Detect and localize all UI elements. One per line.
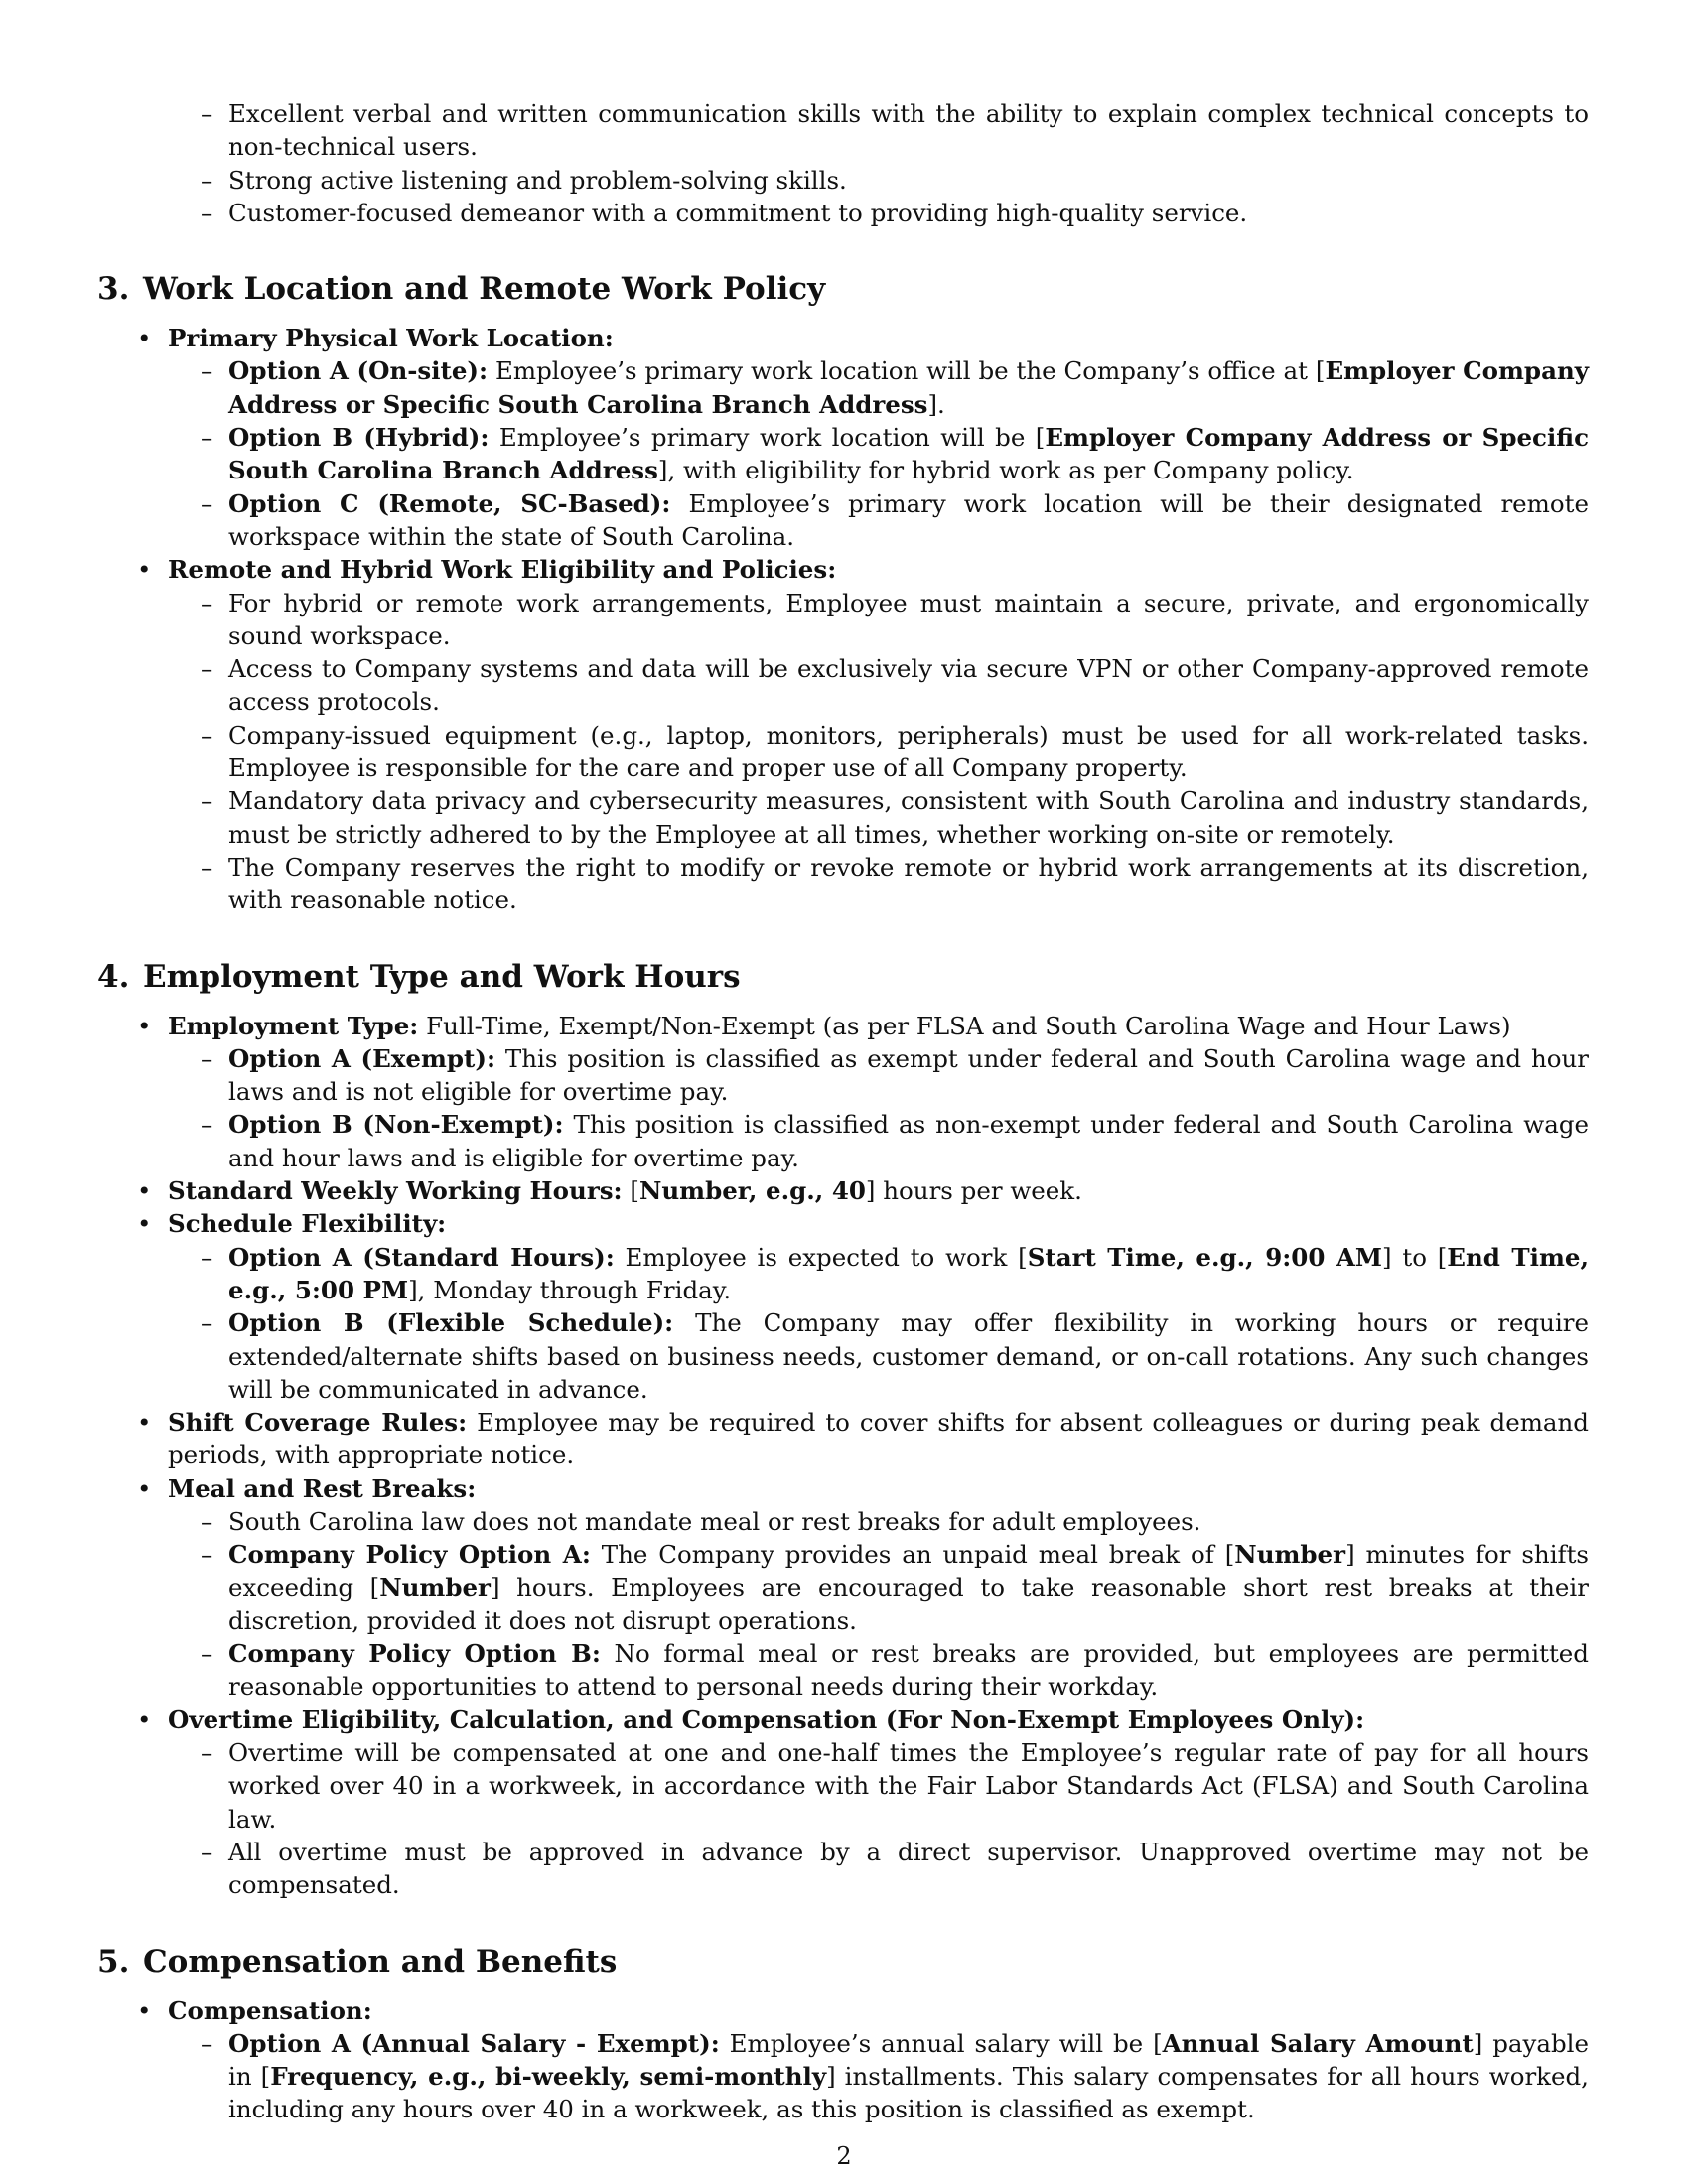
list-item xyxy=(168,487,1589,554)
page-number: 2 xyxy=(836,2142,852,2170)
item-label: Shift Coverage Rules: xyxy=(168,1408,468,1437)
placeholder-text: Start Time, e.g., 9:00 AM xyxy=(1027,1242,1383,1272)
placeholder-text: Number xyxy=(1234,1540,1346,1570)
sub-list xyxy=(168,587,1589,917)
option-text-end: ], with eligibility for hybrid work as per Company policy. xyxy=(657,456,1354,485)
option-label: Option A (Standard Hours): xyxy=(228,1242,615,1272)
option-label: Option A (On-site): xyxy=(228,356,489,386)
placeholder-text: Employer Company Address or Specific South Carolina Branch Address xyxy=(228,356,1589,419)
list-item xyxy=(97,322,1589,553)
option-label: Option B (Flexible Schedule): xyxy=(228,1308,674,1338)
sub-list xyxy=(168,1042,1589,1174)
sub-list xyxy=(168,354,1589,553)
option-text-end: ] installments. This salary compensates for all hours worked, including any hours over 40 in a workweek, as this position is classified as exempt. xyxy=(228,2062,1589,2124)
list-item xyxy=(97,1207,1589,1406)
list-item-text: Company-issued equipment (e.g., laptop, monitors, peripherals) must be used for all work-related tasks. Employee is responsible for the care and proper use of all Company property. xyxy=(228,720,1589,783)
section-4 xyxy=(97,957,1589,1902)
list-item-text: For hybrid or remote work arrangements, Employee must maintain a secure, private, and ergonomically sound workspace. xyxy=(228,588,1589,650)
list-item xyxy=(97,1174,1589,1207)
option-label: Option B (Hybrid): xyxy=(228,423,490,453)
list-item xyxy=(168,1306,1589,1406)
section-title: Compensation and Benefits xyxy=(143,1943,618,1979)
section-title: Work Location and Remote Work Policy xyxy=(143,271,826,308)
option-text: ] to [ xyxy=(1382,1242,1448,1272)
list-item-text: South Carolina law does not mandate meal or rest breaks for adult employees. xyxy=(228,1506,1201,1536)
item-text-end: ] hours per week. xyxy=(865,1176,1082,1206)
list-item xyxy=(97,1406,1589,1472)
list-item-text: All overtime must be approved in advance by a direct supervisor. Unapproved overtime may not be compensated. xyxy=(228,1837,1589,1900)
intro-skills-list xyxy=(97,97,1589,229)
option-text: Employee’s primary work location will be [ xyxy=(489,423,1046,453)
page-content xyxy=(97,97,1589,2126)
list-item xyxy=(168,719,1589,785)
placeholder-text: Frequency, e.g., bi-weekly, semi-monthly xyxy=(270,2062,827,2092)
list-item xyxy=(97,1704,1589,1902)
list-item xyxy=(168,421,1589,487)
sub-list xyxy=(168,1241,1589,1406)
section-number: 5. xyxy=(97,1943,130,1979)
list-item xyxy=(168,1505,1589,1538)
list-item xyxy=(97,164,1589,197)
section-number: 3. xyxy=(97,271,130,308)
section-5 xyxy=(97,1942,1589,2126)
option-text: The Company may offer flexibility in working hours or require extended/alternate shifts based on business needs, customer demand, or on-call rotations. Any such changes will be communicated in advance. xyxy=(228,1308,1589,1404)
item-label: Compensation: xyxy=(168,1995,372,2025)
section-3-list xyxy=(97,322,1589,916)
option-text: ] minutes for shifts exceeding [ xyxy=(228,1540,1590,1602)
option-text: This position is classified as exempt under federal and South Carolina wage and hour laws and is not eligible for overtime pay. xyxy=(228,1043,1589,1107)
list-item xyxy=(168,851,1589,917)
option-label: Company Policy Option B: xyxy=(228,1639,601,1669)
item-text: Employee may be required to cover shifts for absent colleagues or during peak demand periods, with appropriate notice. xyxy=(168,1408,1589,1470)
option-text: The Company provides an unpaid meal break of [ xyxy=(590,1540,1235,1570)
list-item xyxy=(168,1736,1589,1836)
option-text: Employee’s annual salary will be [ xyxy=(719,2028,1163,2058)
sub-list xyxy=(168,1736,1589,1901)
option-label: Option A (Annual Salary - Exempt): xyxy=(228,2028,720,2058)
item-label: Standard Weekly Working Hours: xyxy=(168,1176,623,1206)
placeholder-text: Number, e.g., 40 xyxy=(638,1176,866,1206)
list-item xyxy=(97,197,1589,229)
list-item xyxy=(97,1472,1589,1704)
list-item xyxy=(168,1241,1589,1307)
list-item xyxy=(97,1994,1589,2126)
option-text-end: ], Monday through Friday. xyxy=(408,1275,732,1304)
placeholder-text: Number xyxy=(379,1572,491,1602)
list-item-text: Access to Company systems and data will be exclusively via secure VPN or other Company-approved remote access protocols. xyxy=(228,654,1589,717)
list-item xyxy=(168,587,1589,653)
list-item xyxy=(97,97,1589,164)
list-item xyxy=(168,354,1589,421)
item-label: Remote and Hybrid Work Eligibility and Policies: xyxy=(168,555,837,585)
item-label: Schedule Flexibility: xyxy=(168,1209,447,1239)
placeholder-text: Employer Company Address or Specific South Carolina Branch Address xyxy=(228,423,1589,485)
list-item xyxy=(97,553,1589,916)
list-item-text: Overtime will be compensated at one and one-half times the Employee’s regular rate of pay for all hours worked over 40 in a workweek, in accordance with the Fair Labor Standards Act (FLSA) and South Carolina law. xyxy=(228,1738,1589,1834)
option-text: This position is classified as non-exempt under federal and South Carolina wage and hour laws and is eligible for overtime pay. xyxy=(228,1110,1590,1172)
option-label: Option B (Non-Exempt): xyxy=(228,1110,564,1140)
option-text: Employee’s primary work location will be their designated remote workspace within the state of South Carolina. xyxy=(228,488,1589,551)
placeholder-text: Annual Salary Amount xyxy=(1162,2028,1474,2058)
section-heading xyxy=(97,957,1589,997)
option-text: Employee is expected to work [ xyxy=(614,1242,1028,1272)
section-4-list xyxy=(97,1010,1589,1902)
item-label: Employment Type: xyxy=(168,1011,419,1040)
list-item xyxy=(168,1042,1589,1109)
list-item xyxy=(168,2027,1589,2126)
list-item xyxy=(168,1108,1589,1174)
option-text: No formal meal or rest breaks are provided, but employees are permitted reasonable opportunities to attend to personal needs during their workday. xyxy=(228,1639,1589,1702)
sub-list xyxy=(168,2027,1589,2126)
placeholder-text: End Time, e.g., 5:00 PM xyxy=(228,1242,1589,1304)
list-item-text: Strong active listening and problem-solving skills. xyxy=(228,165,847,195)
option-text-end: ] hours. Employees are encouraged to take reasonable short rest breaks at their discretion, provided it does not disrupt operations. xyxy=(228,1572,1589,1635)
option-label: Option A (Exempt): xyxy=(228,1043,495,1073)
item-label: Overtime Eligibility, Calculation, and Compensation (For Non-Exempt Employees Only): xyxy=(168,1705,1365,1734)
list-item-text: The Company reserves the right to modify or revoke remote or hybrid work arrangements at its discretion, with reasonable notice. xyxy=(228,852,1589,915)
item-text: Full-Time, Exempt/Non-Exempt (as per FLSA and South Carolina Wage and Hour Laws) xyxy=(418,1011,1511,1040)
section-heading xyxy=(97,269,1589,309)
section-3 xyxy=(97,269,1589,916)
section-number: 4. xyxy=(97,958,130,995)
list-item xyxy=(168,1836,1589,1902)
section-heading xyxy=(97,1942,1589,1981)
sub-list xyxy=(168,1505,1589,1704)
section-title: Employment Type and Work Hours xyxy=(143,958,741,995)
list-item xyxy=(97,1010,1589,1174)
section-5-list xyxy=(97,1994,1589,2126)
list-item-text: Excellent verbal and written communication skills with the ability to explain complex technical concepts to non-technical users. xyxy=(228,99,1589,162)
list-item xyxy=(168,1637,1589,1704)
option-text-end: ]. xyxy=(927,389,945,419)
option-label: Option C (Remote, SC-Based): xyxy=(228,488,671,518)
list-item-text: Customer-focused demeanor with a commitment to providing high-quality service. xyxy=(228,198,1248,227)
option-text: ] payable in [ xyxy=(228,2028,1589,2092)
item-label: Meal and Rest Breaks: xyxy=(168,1473,477,1503)
option-label: Company Policy Option A: xyxy=(228,1540,591,1570)
item-text: [ xyxy=(622,1176,639,1206)
list-item xyxy=(168,784,1589,851)
list-item xyxy=(168,1538,1589,1637)
item-label: Primary Physical Work Location: xyxy=(168,324,614,353)
list-item-text: Mandatory data privacy and cybersecurity measures, consistent with South Carolina and industry standards, must be strictly adhered to by the Employee at all times, whether working on-site or remotely. xyxy=(228,786,1589,849)
option-text: Employee’s primary work location will be the Company’s office at [ xyxy=(488,356,1326,386)
list-item xyxy=(168,652,1589,719)
